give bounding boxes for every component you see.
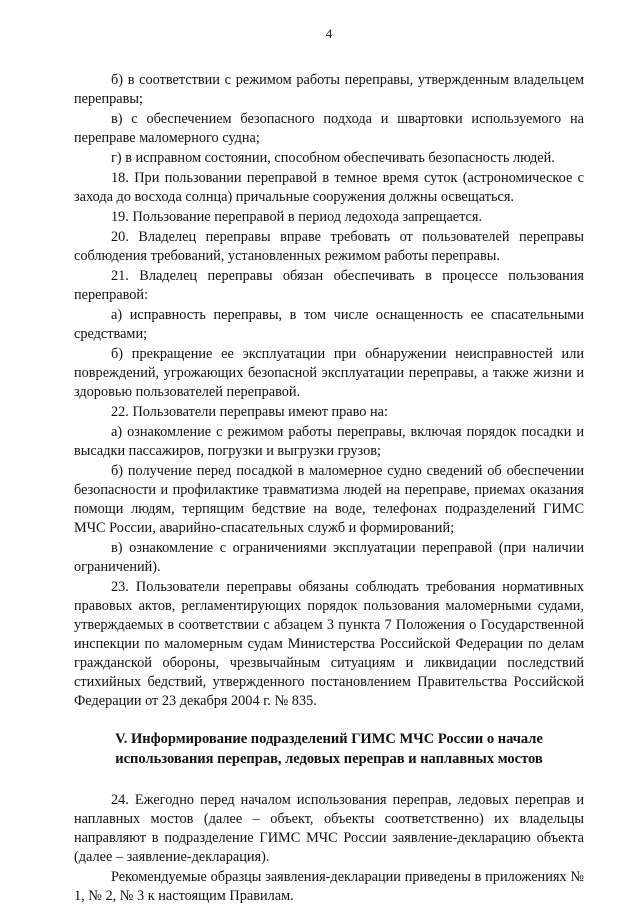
paragraph-17v: в) с обеспечением безопасного подхода и швартовки используемого на переправе маломерного судна;	[74, 111, 584, 146]
paragraph-22a: а) ознакомление с режимом работы переправы, включая порядок посадки и высадки пассажиров, погрузки и выгрузки грузов;	[74, 424, 584, 459]
section-heading-line-1: V. Информирование подразделений ГИМС МЧС России о начале	[115, 731, 543, 747]
paragraph-21b: б) прекращение ее эксплуатации при обнаружении неисправностей или повреждений, угрожающих безопасной эксплуатации переправы, а также жизни и здоровью пользователей переправой.	[74, 346, 584, 400]
section-heading-line-2: использования переправ, ледовых переправ и наплавных мостов	[115, 751, 543, 767]
paragraph-21a: а) исправность переправы, в том числе оснащенность ее спасательными средствами;	[74, 307, 584, 342]
paragraph-23: 23. Пользователи переправы обязаны соблюдать требования нормативных правовых актов, регламентирующих порядок пользования маломерными судами, утверждаемых в соответствии с абзацем 3 пункта 7 Положения о Государственной инспекции по маломерным судам Министерства Российской Федерации по делам гражданской обороны, чрезвычайным ситуациям и ликвидации последствий стихийных бедствий, утвержденного постановлением Правительства Российской Федерации от 23 декабря 2004 г. № 835.	[74, 579, 584, 709]
page-number: 4	[325, 26, 333, 41]
paragraph-22b: б) получение перед посадкой в маломерное судно сведений об обеспечении безопасности и профилактике травматизма людей на переправе, приемах оказания помощи людям, терпящим бедствие на воде, телефонах подразделений ГИМС МЧС России, аварийно-спасательных служб и формирований;	[74, 463, 584, 536]
section-heading	[74, 729, 584, 769]
paragraph-21: 21. Владелец переправы обязан обеспечивать в процессе пользования переправой:	[74, 268, 584, 303]
rules-body	[74, 71, 584, 711]
section-body	[74, 791, 584, 906]
paragraph-recommended-forms: Рекомендуемые образцы заявления-декларации приведены в приложениях № 1, № 2, № 3 к настоящим Правилам.	[74, 869, 584, 904]
paragraph-19: 19. Пользование переправой в период ледохода запрещается.	[111, 209, 483, 225]
paragraph-22: 22. Пользователи переправы имеют право на:	[111, 404, 389, 420]
paragraph-22v: в) ознакомление с ограничениями эксплуатации переправой (при наличии ограничений).	[74, 540, 584, 575]
paragraph-18: 18. При пользовании переправой в темное время суток (астрономическое с захода до восхода солнца) причальные сооружения должны освещаться.	[74, 170, 584, 205]
paragraph-24: 24. Ежегодно перед началом использования переправ, ледовых переправ и наплавных мостов (далее – объект, объекты соответственно) их владельцы направляют в подразделение ГИМС МЧС России заявление-декларацию объекта (далее – заявление-декларация).	[74, 792, 584, 865]
paragraph-17g: г) в исправном состоянии, способном обеспечивать безопасность людей.	[111, 150, 555, 166]
paragraph-17b: б) в соответствии с режимом работы переправы, утвержденным владельцем переправы;	[74, 72, 584, 107]
paragraph-20: 20. Владелец переправы вправе требовать от пользователей переправы соблюдения требований, установленных режимом работы переправы.	[74, 229, 584, 264]
